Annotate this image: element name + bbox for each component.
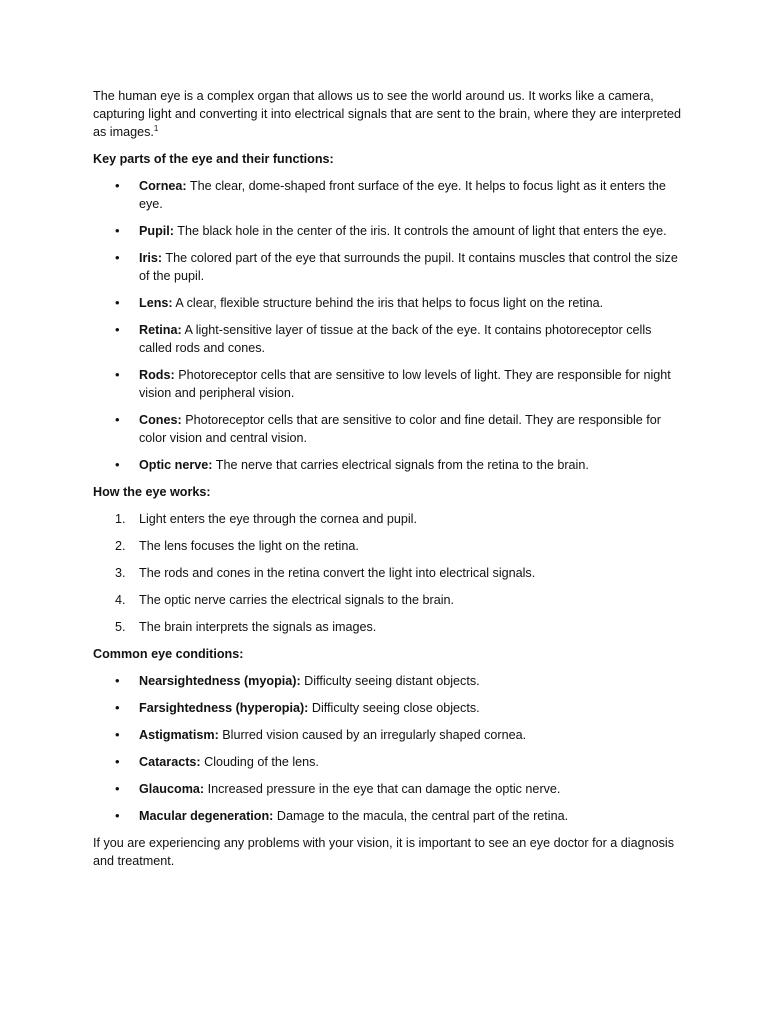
list-item-desc: Photoreceptor cells that are sensitive to color and fine detail. They are responsible for color vision and central vision. <box>139 413 661 445</box>
intro-text: The human eye is a complex organ that allows us to see the world around us. It works like a camera, capturing light and converting it into electrical signals that are sent to the brain, where they are interpreted as images. <box>93 89 682 139</box>
list-item-term: Pupil: <box>139 224 174 238</box>
step-text: The optic nerve carries the electrical signals to the brain. <box>139 593 454 607</box>
conditions-heading: Common eye conditions: <box>93 647 244 661</box>
list-item <box>93 726 683 744</box>
list-item <box>93 618 683 636</box>
list-item <box>93 753 683 771</box>
list-item-term: Rods: <box>139 368 175 382</box>
step-number: 4. <box>115 593 126 607</box>
list-item-term: Farsightedness (hyperopia): <box>139 701 309 715</box>
list-item <box>93 564 683 582</box>
list-item-term: Nearsightedness (myopia): <box>139 674 301 688</box>
step-number: 2. <box>115 539 126 553</box>
step-text: The lens focuses the light on the retina. <box>139 539 359 553</box>
list-item <box>93 591 683 609</box>
list-item <box>93 366 683 402</box>
list-item <box>93 249 683 285</box>
how-heading: How the eye works: <box>93 485 211 499</box>
list-item-term: Cornea: <box>139 179 187 193</box>
list-item <box>93 411 683 447</box>
list-item <box>93 510 683 528</box>
list-item <box>93 294 683 312</box>
footnote-marker: 1 <box>153 123 159 133</box>
list-item-term: Cones: <box>139 413 182 427</box>
list-item-desc: A light-sensitive layer of tissue at the back of the eye. It contains photoreceptor cells called rods and cones. <box>139 323 652 355</box>
list-item-desc: The clear, dome-shaped front surface of the eye. It helps to focus light as it enters the eye. <box>139 179 666 211</box>
list-item-term: Glaucoma: <box>139 782 205 796</box>
outro-paragraph: If you are experiencing any problems with your vision, it is important to see an eye doctor for a diagnosis and treatment. <box>93 836 675 868</box>
list-item-term: Optic nerve: <box>139 458 213 472</box>
list-item-desc: Damage to the macula, the central part of the retina. <box>276 809 569 823</box>
list-item <box>93 177 683 213</box>
step-text: Light enters the eye through the cornea and pupil. <box>139 512 417 526</box>
list-item <box>93 537 683 555</box>
list-item-desc: Difficulty seeing close objects. <box>311 701 480 715</box>
list-item <box>93 807 683 825</box>
list-item <box>93 699 683 717</box>
step-number: 5. <box>115 620 126 634</box>
list-item-term: Macular degeneration: <box>139 809 274 823</box>
step-number: 1. <box>115 512 126 526</box>
document-page <box>93 87 683 870</box>
list-item-term: Astigmatism: <box>139 728 219 742</box>
intro-paragraph <box>93 87 683 141</box>
list-item <box>93 222 683 240</box>
list-item <box>93 780 683 798</box>
list-item <box>93 672 683 690</box>
list-item-desc: Clouding of the lens. <box>204 755 319 769</box>
parts-heading: Key parts of the eye and their functions: <box>93 152 334 166</box>
list-item-term: Iris: <box>139 251 163 265</box>
list-item-desc: The black hole in the center of the iris. It controls the amount of light that enters the eye. <box>177 224 667 238</box>
list-item-desc: Blurred vision caused by an irregularly shaped cornea. <box>222 728 527 742</box>
list-item-desc: The nerve that carries electrical signals from the retina to the brain. <box>215 458 589 472</box>
list-item <box>93 456 683 474</box>
list-item-desc: Increased pressure in the eye that can damage the optic nerve. <box>207 782 561 796</box>
list-item-desc: The colored part of the eye that surrounds the pupil. It contains muscles that control the size of the pupil. <box>139 251 678 283</box>
list-item-desc: A clear, flexible structure behind the iris that helps to focus light on the retina. <box>175 296 604 310</box>
list-item-term: Retina: <box>139 323 182 337</box>
list-item-desc: Photoreceptor cells that are sensitive to low levels of light. They are responsible for night vision and peripheral vision. <box>139 368 671 400</box>
conditions-list <box>93 672 683 825</box>
list-item-desc: Difficulty seeing distant objects. <box>304 674 480 688</box>
step-text: The brain interprets the signals as images. <box>139 620 377 634</box>
list-item-term: Lens: <box>139 296 173 310</box>
step-number: 3. <box>115 566 126 580</box>
steps-list <box>93 510 683 636</box>
step-text: The rods and cones in the retina convert the light into electrical signals. <box>139 566 536 580</box>
parts-list <box>93 177 683 474</box>
list-item <box>93 321 683 357</box>
list-item-term: Cataracts: <box>139 755 201 769</box>
